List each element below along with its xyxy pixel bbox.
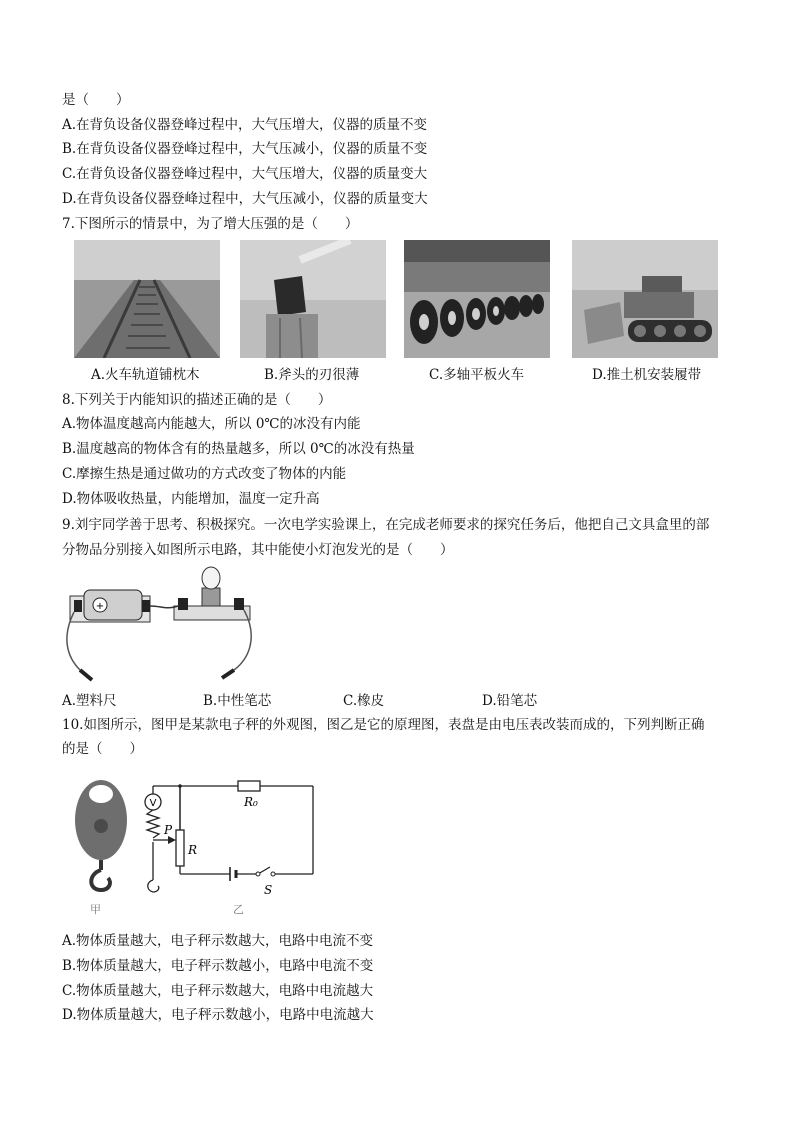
q10-option-d: D.物体质量越大，电子秤示数越小，电路中电流越大: [62, 1007, 374, 1023]
q9-option-a: A.塑料尺: [62, 693, 117, 709]
voltmeter-label: V: [149, 798, 157, 809]
q10-stem-line2: 的是（ ）: [62, 741, 143, 757]
q8-option-b: B.温度越高的物体含有的热量越多，所以 0℃的冰没有热量: [62, 441, 415, 457]
s-label: S: [264, 883, 273, 897]
jia-label: 甲: [90, 903, 101, 916]
q8-option-a: A.物体温度越高内能越大，所以 0℃的冰没有内能: [62, 416, 361, 432]
q6-stem-tail: 是（ ）: [62, 92, 130, 108]
q9-stem-line2: 分物品分别接入如图所示电路，其中能使小灯泡发光的是（ ）: [62, 542, 454, 558]
scale-photo: [75, 780, 127, 890]
q8-option-d: D.物体吸收热量，内能增加，温度一定升高: [62, 491, 320, 507]
q7-caption-c: C.多轴平板火车: [429, 367, 525, 383]
q6-option-c: C.在背负设备仪器登峰过程中，大气压增大，仪器的质量变大: [62, 166, 428, 182]
q6-option-a: A.在背负设备仪器登峰过程中，大气压增大，仪器的质量不变: [62, 117, 428, 133]
r-label: R: [188, 843, 198, 857]
p-label: P: [164, 823, 173, 837]
q10-option-a: A.物体质量越大，电子秤示数越大，电路中电流不变: [62, 933, 374, 949]
q7-stem: 7.下图所示的情景中，为了增大压强的是（ ）: [62, 216, 359, 232]
svg-text:+: +: [95, 601, 105, 612]
photo-multi-axle-trailer: [404, 240, 550, 358]
q10-option-b: B.物体质量越大，电子秤示数越小，电路中电流不变: [62, 958, 374, 974]
q10-stem-line1: 10.如图所示，图甲是某款电子秤的外观图，图乙是它的原理图，表盘是由电压表改装而成的，下列判断正确: [62, 717, 705, 733]
q9-option-c: C.橡皮: [343, 693, 385, 709]
q9-option-d: D.铅笔芯: [482, 693, 538, 709]
figure-battery-bulb-circuit: [62, 566, 258, 686]
q10-option-c: C.物体质量越大，电子秤示数越大，电路中电流越大: [62, 983, 374, 999]
q9-option-b: B.中性笔芯: [203, 693, 272, 709]
q8-option-c: C.摩擦生热是通过做功的方式改变了物体的内能: [62, 466, 347, 482]
q9-stem-line1: 9.刘宇同学善于思考、积极探究。一次电学实验课上，在完成老师要求的探究任务后，他把自己文具盒里的部: [62, 517, 710, 533]
q7-caption-a: A.火车轨道铺枕木: [91, 367, 200, 383]
photo-axe: [240, 240, 386, 358]
photo-bulldozer-tracks: [572, 240, 718, 358]
q6-option-d: D.在背负设备仪器登峰过程中，大气压减小，仪器的质量变大: [62, 191, 428, 207]
q7-caption-b: B.斧头的刃很薄: [264, 367, 360, 383]
photo-railway-sleepers: [74, 240, 220, 358]
r0-label: R₀: [244, 795, 258, 809]
q8-stem: 8.下列关于内能知识的描述正确的是（ ）: [62, 392, 332, 408]
q7-caption-d: D.推土机安装履带: [592, 367, 702, 383]
q6-option-b: B.在背负设备仪器登峰过程中，大气压减小，仪器的质量不变: [62, 141, 428, 157]
figure-electronic-scale: [68, 770, 318, 920]
yi-label: 乙: [233, 903, 244, 916]
